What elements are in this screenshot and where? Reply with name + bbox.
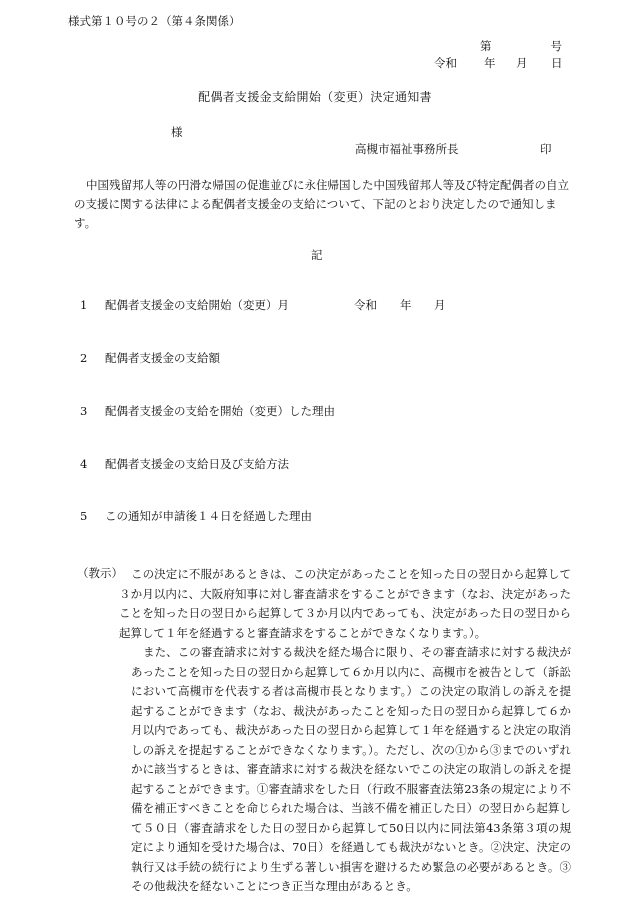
notice-paragraph-2: また、この審査請求に対する裁決を経た場合に限り、その審査請求に対する裁決があったことを知った日の翌日から起算して６か月以内に、高槻市を被告として（訴訟において高槻市を代表する者は高槻市長となります。）この決定の取消しの訴えを提起することができます（なお、裁決があったことを知った日の翌日から起算して６か月以内であっても、裁決があった日の翌日から起算して１年を経過すると決定の取消しの訴えを提起することができなくなります。）。ただし、次の①から③までのいずれかに該当するときは、審査請求に対する裁決を経ないでこの決定の取消しの訴えを提起することができます。①審査請求をした日（行政不服審査法第23条の規定により不備を補正すべきことを命じられた場合は、当該不備を補正した日）の翌日から起算して５０日（審査請求をした日の翌日から起算して50日以内に同法第43条第３項の規定により通知を受けた場合は、70日）を経過しても裁決がないとき。②決定、決定の執行又は手続の続行により生ずる著しい損害を避けるため緊急の必要があるとき。③その他裁決を経ないことにつき正当な理由があるとき。 [131,645,571,893]
document-title: 配偶者支援金支給開始（変更）決定通知書 [198,90,432,104]
notice-body [119,565,571,897]
form-identifier: 様式第１０号の２（第４条関係） [68,14,241,28]
recipient-suffix: 様 [171,125,183,139]
number-prefix: 第 [480,39,492,53]
issuer-name: 高槻市福祉事務所長 [355,142,459,156]
intro-paragraph: 中国残留邦人等の円滑な帰国の促進並びに永住帰国した中国残留邦人等及び特定配偶者の自立の支援に関する法律による配偶者支援金の支給について、下記のとおり決定したので通知します。 [74,178,569,230]
item-year: 年 [400,298,412,312]
notice-paragraph-1: この決定に不服があるときは、この決定があったことを知った日の翌日から起算して３か月以内に、大阪府知事に対し審査請求をすることができます（なお、決定があったことを知った日の翌日から起算して３か月以内であっても、決定があった日の翌日から起算して１年を経過すると審査請求をすることができなくなります。）。 [119,567,571,640]
date-day: 日 [551,56,563,70]
ki-heading: 記 [311,248,323,262]
item-text: 配偶者支援金の支給開始（変更）月 [105,298,289,312]
item-month: 月 [434,298,446,312]
item-text: この通知が申請後１４日を経過した理由 [105,509,312,523]
date-era: 令和 [434,56,457,70]
item-text: 配偶者支援金の支給額 [105,351,220,365]
item-number: 1 [80,298,88,312]
item-number: 3 [80,404,88,418]
item-text: 配偶者支援金の支給日及び支給方法 [105,457,289,471]
item-number: 2 [80,351,88,365]
date-year: 年 [484,56,496,70]
seal-mark: 印 [540,142,552,156]
item-era: 令和 [354,298,377,312]
item-text: 配偶者支援金の支給を開始（変更）した理由 [105,404,335,418]
date-month: 月 [516,56,528,70]
item-number: 4 [80,457,88,471]
notice-label: （教示） [77,566,123,580]
item-number: 5 [80,509,88,523]
number-suffix: 号 [550,39,562,53]
